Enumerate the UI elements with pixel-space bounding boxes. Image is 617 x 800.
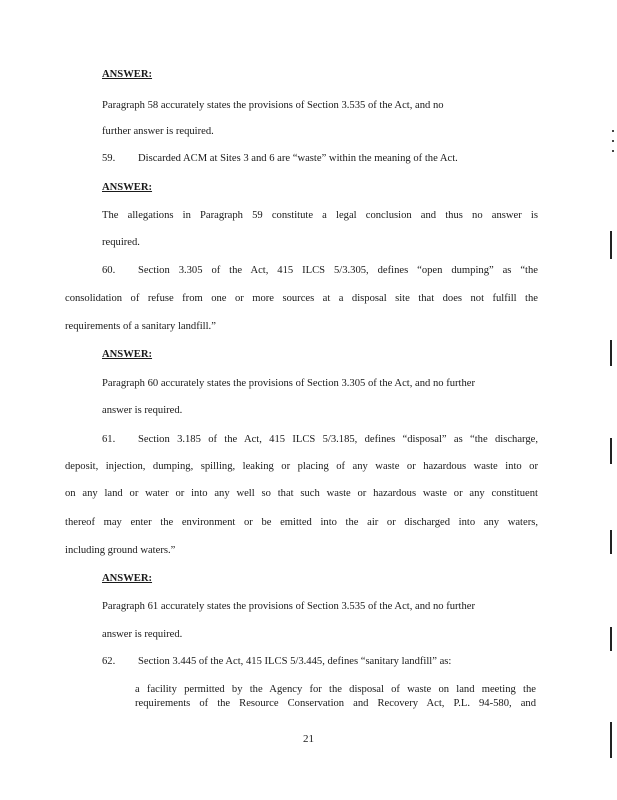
paragraph-59-text: Discarded ACM at Sites 3 and 6 are “waste” within the meaning of the Act. — [138, 153, 458, 164]
paragraph-number: 61. — [102, 434, 116, 445]
paragraph-61-answer-line: answer is required. — [102, 629, 183, 640]
page-number: 21 — [303, 733, 314, 745]
paragraph-62 — [102, 655, 451, 668]
paragraph-59 — [102, 152, 458, 165]
paragraph-62-text: Section 3.445 of the Act, 415 ILCS 5/3.445, defines “sanitary landfill” as: — [138, 656, 452, 667]
revision-bar — [610, 627, 612, 651]
paragraph-60-text: Section 3.305 of the Act, 415 ILCS 5/3.305, defines “open dumping” as “the — [138, 265, 538, 276]
paragraph-61-line: thereof may enter the environment or be emitted into the air or discharged into any waters, — [65, 517, 538, 528]
scan-mark — [612, 140, 614, 142]
paragraph-number: 60. — [102, 265, 116, 276]
paragraph-61-answer-line: Paragraph 61 accurately states the provisions of Section 3.535 of the Act, and no further — [102, 601, 476, 612]
paragraph-59-answer-line: The allegations in Paragraph 59 constitute a legal conclusion and thus no answer is — [102, 210, 538, 221]
block-quote-line: a facility permitted by the Agency for the disposal of waste on land meeting the — [135, 684, 536, 695]
answer-heading: ANSWER: — [102, 182, 153, 193]
revision-bar — [610, 231, 612, 259]
revision-bar — [610, 530, 612, 554]
paragraph-60-line: requirements of a sanitary landfill.” — [65, 321, 216, 332]
paragraph-number: 59. — [102, 153, 116, 164]
revision-bar — [610, 438, 612, 464]
paragraph-number: 62. — [102, 656, 116, 667]
revision-bar — [610, 722, 612, 758]
paragraph-60-line — [102, 264, 538, 277]
paragraph-58-answer-line: Paragraph 58 accurately states the provisions of Section 3.535 of the Act, and no — [102, 100, 444, 111]
paragraph-58-answer-line: further answer is required. — [102, 126, 214, 137]
answer-heading: ANSWER: — [102, 69, 153, 80]
paragraph-61-text: Section 3.185 of the Act, 415 ILCS 5/3.185, defines “disposal” as “the discharge, — [138, 434, 538, 445]
paragraph-61-line: on any land or water or into any well so that such waste or hazardous waste or any constituent — [65, 488, 538, 499]
scan-mark — [612, 130, 614, 132]
paragraph-61-line — [102, 433, 538, 446]
revision-bar — [610, 340, 612, 366]
paragraph-59-answer-line: required. — [102, 237, 140, 248]
scan-mark — [612, 150, 614, 152]
answer-heading: ANSWER: — [102, 349, 153, 360]
block-quote-line: requirements of the Resource Conservation and Recovery Act, P.L. 94-580, and — [135, 698, 536, 709]
paragraph-61-line: deposit, injection, dumping, spilling, leaking or placing of any waste or hazardous waste into or — [65, 461, 538, 472]
paragraph-60-answer-line: answer is required. — [102, 405, 183, 416]
paragraph-60-answer-line: Paragraph 60 accurately states the provisions of Section 3.305 of the Act, and no further — [102, 378, 476, 389]
paragraph-60-line: consolidation of refuse from one or more sources at a disposal site that does not fulfill the — [65, 293, 538, 304]
paragraph-61-line: including ground waters.” — [65, 545, 176, 556]
answer-heading: ANSWER: — [102, 573, 153, 584]
